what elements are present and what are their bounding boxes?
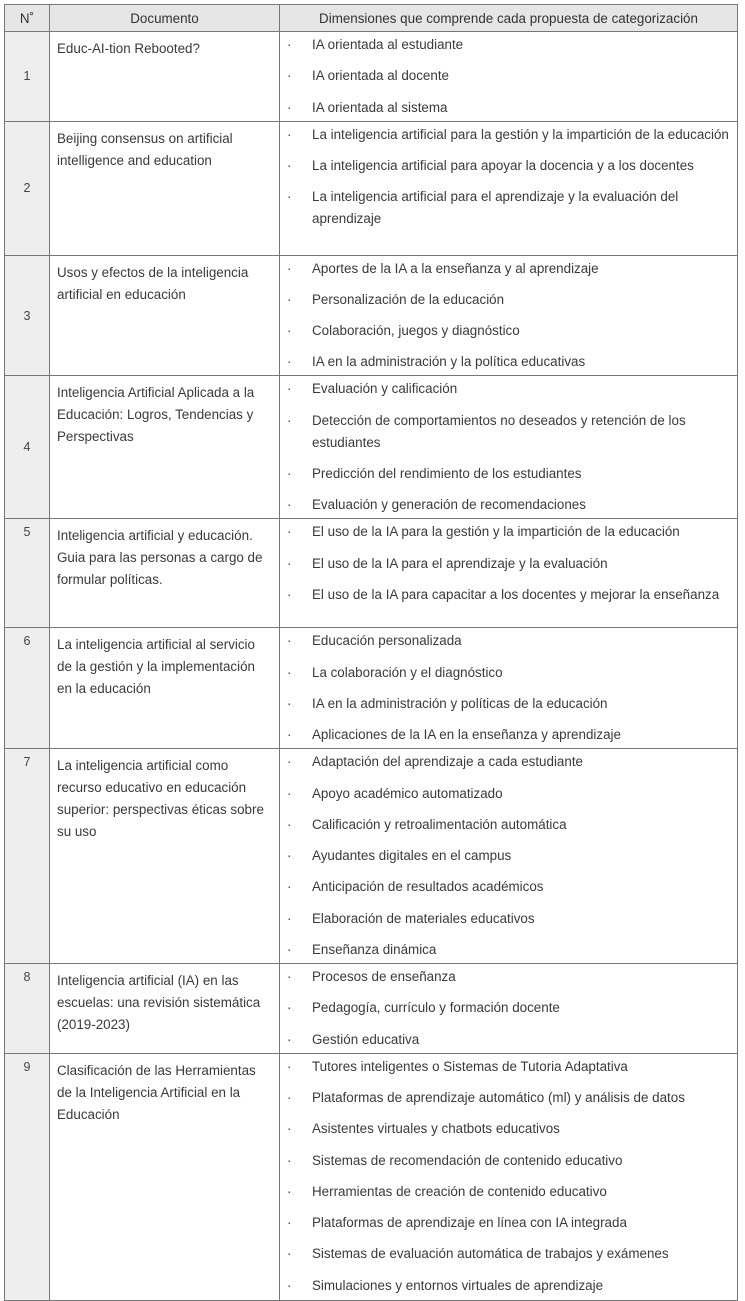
list-item — [280, 908, 731, 930]
list-item — [280, 1275, 731, 1297]
bullet-icon: · — [287, 497, 292, 513]
dimension-text: Simulaciones y entornos virtuales de aprendizaje — [312, 1277, 604, 1293]
dimensions-list — [280, 964, 737, 1053]
bullet-icon: · — [287, 969, 292, 985]
dimension-text: Evaluación y calificación — [312, 381, 458, 397]
bullet-icon: · — [287, 1031, 292, 1047]
dimension-text: Adaptación del aprendizaje a cada estudiante — [312, 754, 583, 770]
dimension-text: Gestión educativa — [312, 1031, 420, 1047]
bullet-icon: · — [287, 942, 292, 958]
dimension-text: La inteligencia artificial para el aprendizaje y la evaluación del aprendizaje — [312, 189, 679, 227]
list-item — [280, 584, 731, 606]
dimension-text: Predicción del rendimiento de los estudiantes — [312, 466, 582, 482]
dimensions-cell — [280, 1053, 738, 1300]
bullet-icon: · — [287, 555, 292, 571]
list-item — [280, 378, 731, 400]
bullet-icon: · — [287, 1121, 292, 1137]
header-dimensions: Dimensiones que comprende cada propuesta de categorización — [280, 5, 738, 32]
dimensions-cell — [280, 749, 738, 964]
table-row — [5, 964, 738, 1054]
list-item — [280, 939, 731, 961]
list-item — [280, 1118, 731, 1140]
bullet-icon: · — [287, 1089, 292, 1105]
dimension-text: La colaboración y el diagnóstico — [312, 664, 503, 680]
dimension-text: Procesos de enseñanza — [312, 969, 456, 985]
row-number: 4 — [5, 376, 50, 519]
bullet-icon: · — [287, 126, 292, 142]
table-row — [5, 255, 738, 376]
bullet-icon: · — [287, 37, 292, 52]
dimensions-list — [280, 628, 737, 748]
bullet-icon: · — [287, 1183, 292, 1199]
bullet-icon: · — [287, 323, 292, 339]
dimension-text: El uso de la IA para el aprendizaje y la evaluación — [312, 555, 608, 571]
list-item — [280, 845, 731, 867]
bullet-icon: · — [287, 633, 292, 649]
bullet-icon: · — [287, 910, 292, 926]
dimension-text: Personalización de la educación — [312, 291, 505, 307]
dimension-text: Plataformas de aprendizaje automático (ml) y análisis de datos — [312, 1089, 685, 1105]
table-row — [5, 121, 738, 255]
bullet-icon: · — [287, 586, 292, 602]
bullet-icon: · — [287, 785, 292, 801]
bullet-icon: · — [287, 412, 292, 428]
dimension-text: Aportes de la IA a la enseñanza y al aprendizaje — [312, 260, 599, 276]
list-item — [280, 997, 731, 1019]
dimensions-cell — [280, 964, 738, 1054]
list-item — [280, 97, 731, 119]
bullet-icon: · — [287, 816, 292, 832]
dimension-text: Calificación y retroalimentación automática — [312, 816, 567, 832]
dimension-text: La inteligencia artificial para apoyar la docencia y a los docentes — [312, 157, 694, 173]
dimension-text: IA orientada al estudiante — [312, 37, 464, 52]
list-item — [280, 1181, 731, 1203]
dimensions-cell — [280, 121, 738, 255]
dimension-text: Tutores inteligentes o Sistemas de Tutoria Adaptativa — [312, 1058, 628, 1074]
bullet-icon: · — [287, 354, 292, 370]
dimension-text: IA orientada al docente — [312, 68, 449, 84]
dimension-text: Asistentes virtuales y chatbots educativos — [312, 1121, 560, 1137]
table-row — [5, 749, 738, 964]
bullet-icon: · — [287, 1246, 292, 1262]
list-item — [280, 814, 731, 836]
bullet-icon: · — [287, 754, 292, 770]
document-title: Educ-AI-tion Rebooted? — [50, 32, 280, 122]
list-item — [280, 155, 731, 177]
dimensions-cell — [280, 519, 738, 628]
bullet-icon: · — [287, 291, 292, 307]
dimension-text: Apoyo académico automatizado — [312, 785, 503, 801]
list-item — [280, 124, 731, 146]
list-item — [280, 351, 731, 373]
dimensions-cell — [280, 376, 738, 519]
table-row — [5, 32, 738, 122]
document-title: La inteligencia artificial al servicio de la gestión y la implementación en la educación — [50, 628, 280, 749]
list-item — [280, 630, 731, 652]
list-item — [280, 553, 731, 575]
list-item — [280, 34, 731, 56]
bullet-icon: · — [287, 1277, 292, 1293]
dimension-text: Colaboración, juegos y diagnóstico — [312, 323, 520, 339]
bullet-icon: · — [287, 1215, 292, 1231]
table-row — [5, 376, 738, 519]
bullet-icon: · — [287, 381, 292, 397]
list-item — [280, 1243, 731, 1265]
list-item — [280, 1212, 731, 1234]
list-item — [280, 1056, 731, 1078]
bullet-icon: · — [287, 727, 292, 743]
list-item — [280, 724, 731, 746]
list-item — [280, 1029, 731, 1051]
table-header-row — [5, 5, 738, 32]
list-item — [280, 289, 731, 311]
bullet-icon: · — [287, 1152, 292, 1168]
bullet-icon: · — [287, 664, 292, 680]
list-item — [280, 65, 731, 87]
list-item — [280, 662, 731, 684]
dimension-text: Enseñanza dinámica — [312, 942, 437, 958]
dimensions-list — [280, 1054, 737, 1299]
list-item — [280, 1087, 731, 1109]
document-title: Clasificación de las Herramientas de la Inteligencia Artificial en la Educación — [50, 1053, 280, 1300]
dimensions-cell — [280, 628, 738, 749]
list-item — [280, 521, 731, 543]
dimension-text: IA orientada al sistema — [312, 99, 448, 115]
bullet-icon: · — [287, 99, 292, 115]
document-title: Usos y efectos de la inteligencia artificial en educación — [50, 255, 280, 376]
dimension-text: Pedagogía, currículo y formación docente — [312, 1000, 560, 1016]
list-item — [280, 494, 731, 516]
document-title: La inteligencia artificial como recurso educativo en educación superior: perspectivas éticas sobre su uso — [50, 749, 280, 964]
dimensions-cell — [280, 32, 738, 122]
bullet-icon: · — [287, 695, 292, 711]
bullet-icon: · — [287, 1058, 292, 1074]
row-number: 1 — [5, 32, 50, 122]
bullet-icon: · — [287, 848, 292, 864]
dimension-text: La inteligencia artificial para la gestión y la impartición de la educación — [312, 126, 729, 142]
list-item — [280, 693, 731, 715]
dimensions-list — [280, 122, 737, 233]
bullet-icon: · — [287, 1000, 292, 1016]
dimension-text: Sistemas de recomendación de contenido educativo — [312, 1152, 623, 1168]
categorization-table — [4, 4, 738, 1301]
dimensions-list — [280, 749, 737, 963]
dimension-text: IA en la administración y la política educativas — [312, 354, 586, 370]
list-item — [280, 966, 731, 988]
list-item — [280, 1150, 731, 1172]
table-row — [5, 628, 738, 749]
dimension-text: Sistemas de evaluación automática de trabajos y exámenes — [312, 1246, 669, 1262]
row-number: 3 — [5, 255, 50, 376]
table-body — [5, 32, 738, 1301]
document-title: Inteligencia artificial (IA) en las escuelas: una revisión sistemática (2019-2023) — [50, 964, 280, 1054]
table-row — [5, 519, 738, 628]
row-number: 9 — [5, 1053, 50, 1300]
list-item — [280, 258, 731, 280]
dimensions-list — [280, 32, 737, 121]
dimension-text: Ayudantes digitales en el campus — [312, 848, 512, 864]
bullet-icon: · — [287, 524, 292, 540]
list-item — [280, 463, 731, 485]
document-title: Inteligencia Artificial Aplicada a la Educación: Logros, Tendencias y Perspectivas — [50, 376, 280, 519]
dimension-text: Aplicaciones de la IA en la enseñanza y aprendizaje — [312, 727, 621, 743]
bullet-icon: · — [287, 466, 292, 482]
dimension-text: Plataformas de aprendizaje en línea con IA integrada — [312, 1215, 627, 1231]
dimensions-cell — [280, 255, 738, 376]
row-number: 8 — [5, 964, 50, 1054]
bullet-icon: · — [287, 260, 292, 276]
bullet-icon: · — [287, 68, 292, 84]
row-number: 5 — [5, 519, 50, 628]
bullet-icon: · — [287, 157, 292, 173]
dimension-text: El uso de la IA para capacitar a los docentes y mejorar la enseñanza — [312, 586, 720, 602]
dimensions-list — [280, 256, 737, 376]
dimension-text: Herramientas de creación de contenido educativo — [312, 1183, 607, 1199]
dimension-text: Elaboración de materiales educativos — [312, 910, 535, 926]
row-number: 6 — [5, 628, 50, 749]
dimensions-list — [280, 376, 737, 518]
list-item — [280, 783, 731, 805]
dimension-text: Anticipación de resultados académicos — [312, 879, 544, 895]
dimension-text: Detección de comportamientos no deseados y retención de los estudiantes — [312, 412, 686, 450]
header-document: Documento — [50, 5, 280, 32]
document-title: Inteligencia artificial y educación. Guia para las personas a cargo de formular políticas. — [50, 519, 280, 628]
dimension-text: IA en la administración y políticas de la educación — [312, 695, 608, 711]
row-number: 7 — [5, 749, 50, 964]
row-number: 2 — [5, 121, 50, 255]
list-item — [280, 320, 731, 342]
dimensions-list — [280, 519, 737, 608]
list-item — [280, 876, 731, 898]
dimension-text: El uso de la IA para la gestión y la impartición de la educación — [312, 524, 680, 540]
bullet-icon: · — [287, 879, 292, 895]
dimension-text: Evaluación y generación de recomendaciones — [312, 497, 586, 513]
document-title: Beijing consensus on artificial intelligence and education — [50, 121, 280, 255]
list-item — [280, 751, 731, 773]
header-number: N˚ — [5, 5, 50, 32]
list-item — [280, 410, 731, 454]
list-item — [280, 186, 731, 230]
table-row — [5, 1053, 738, 1300]
dimension-text: Educación personalizada — [312, 633, 462, 649]
bullet-icon: · — [287, 189, 292, 205]
